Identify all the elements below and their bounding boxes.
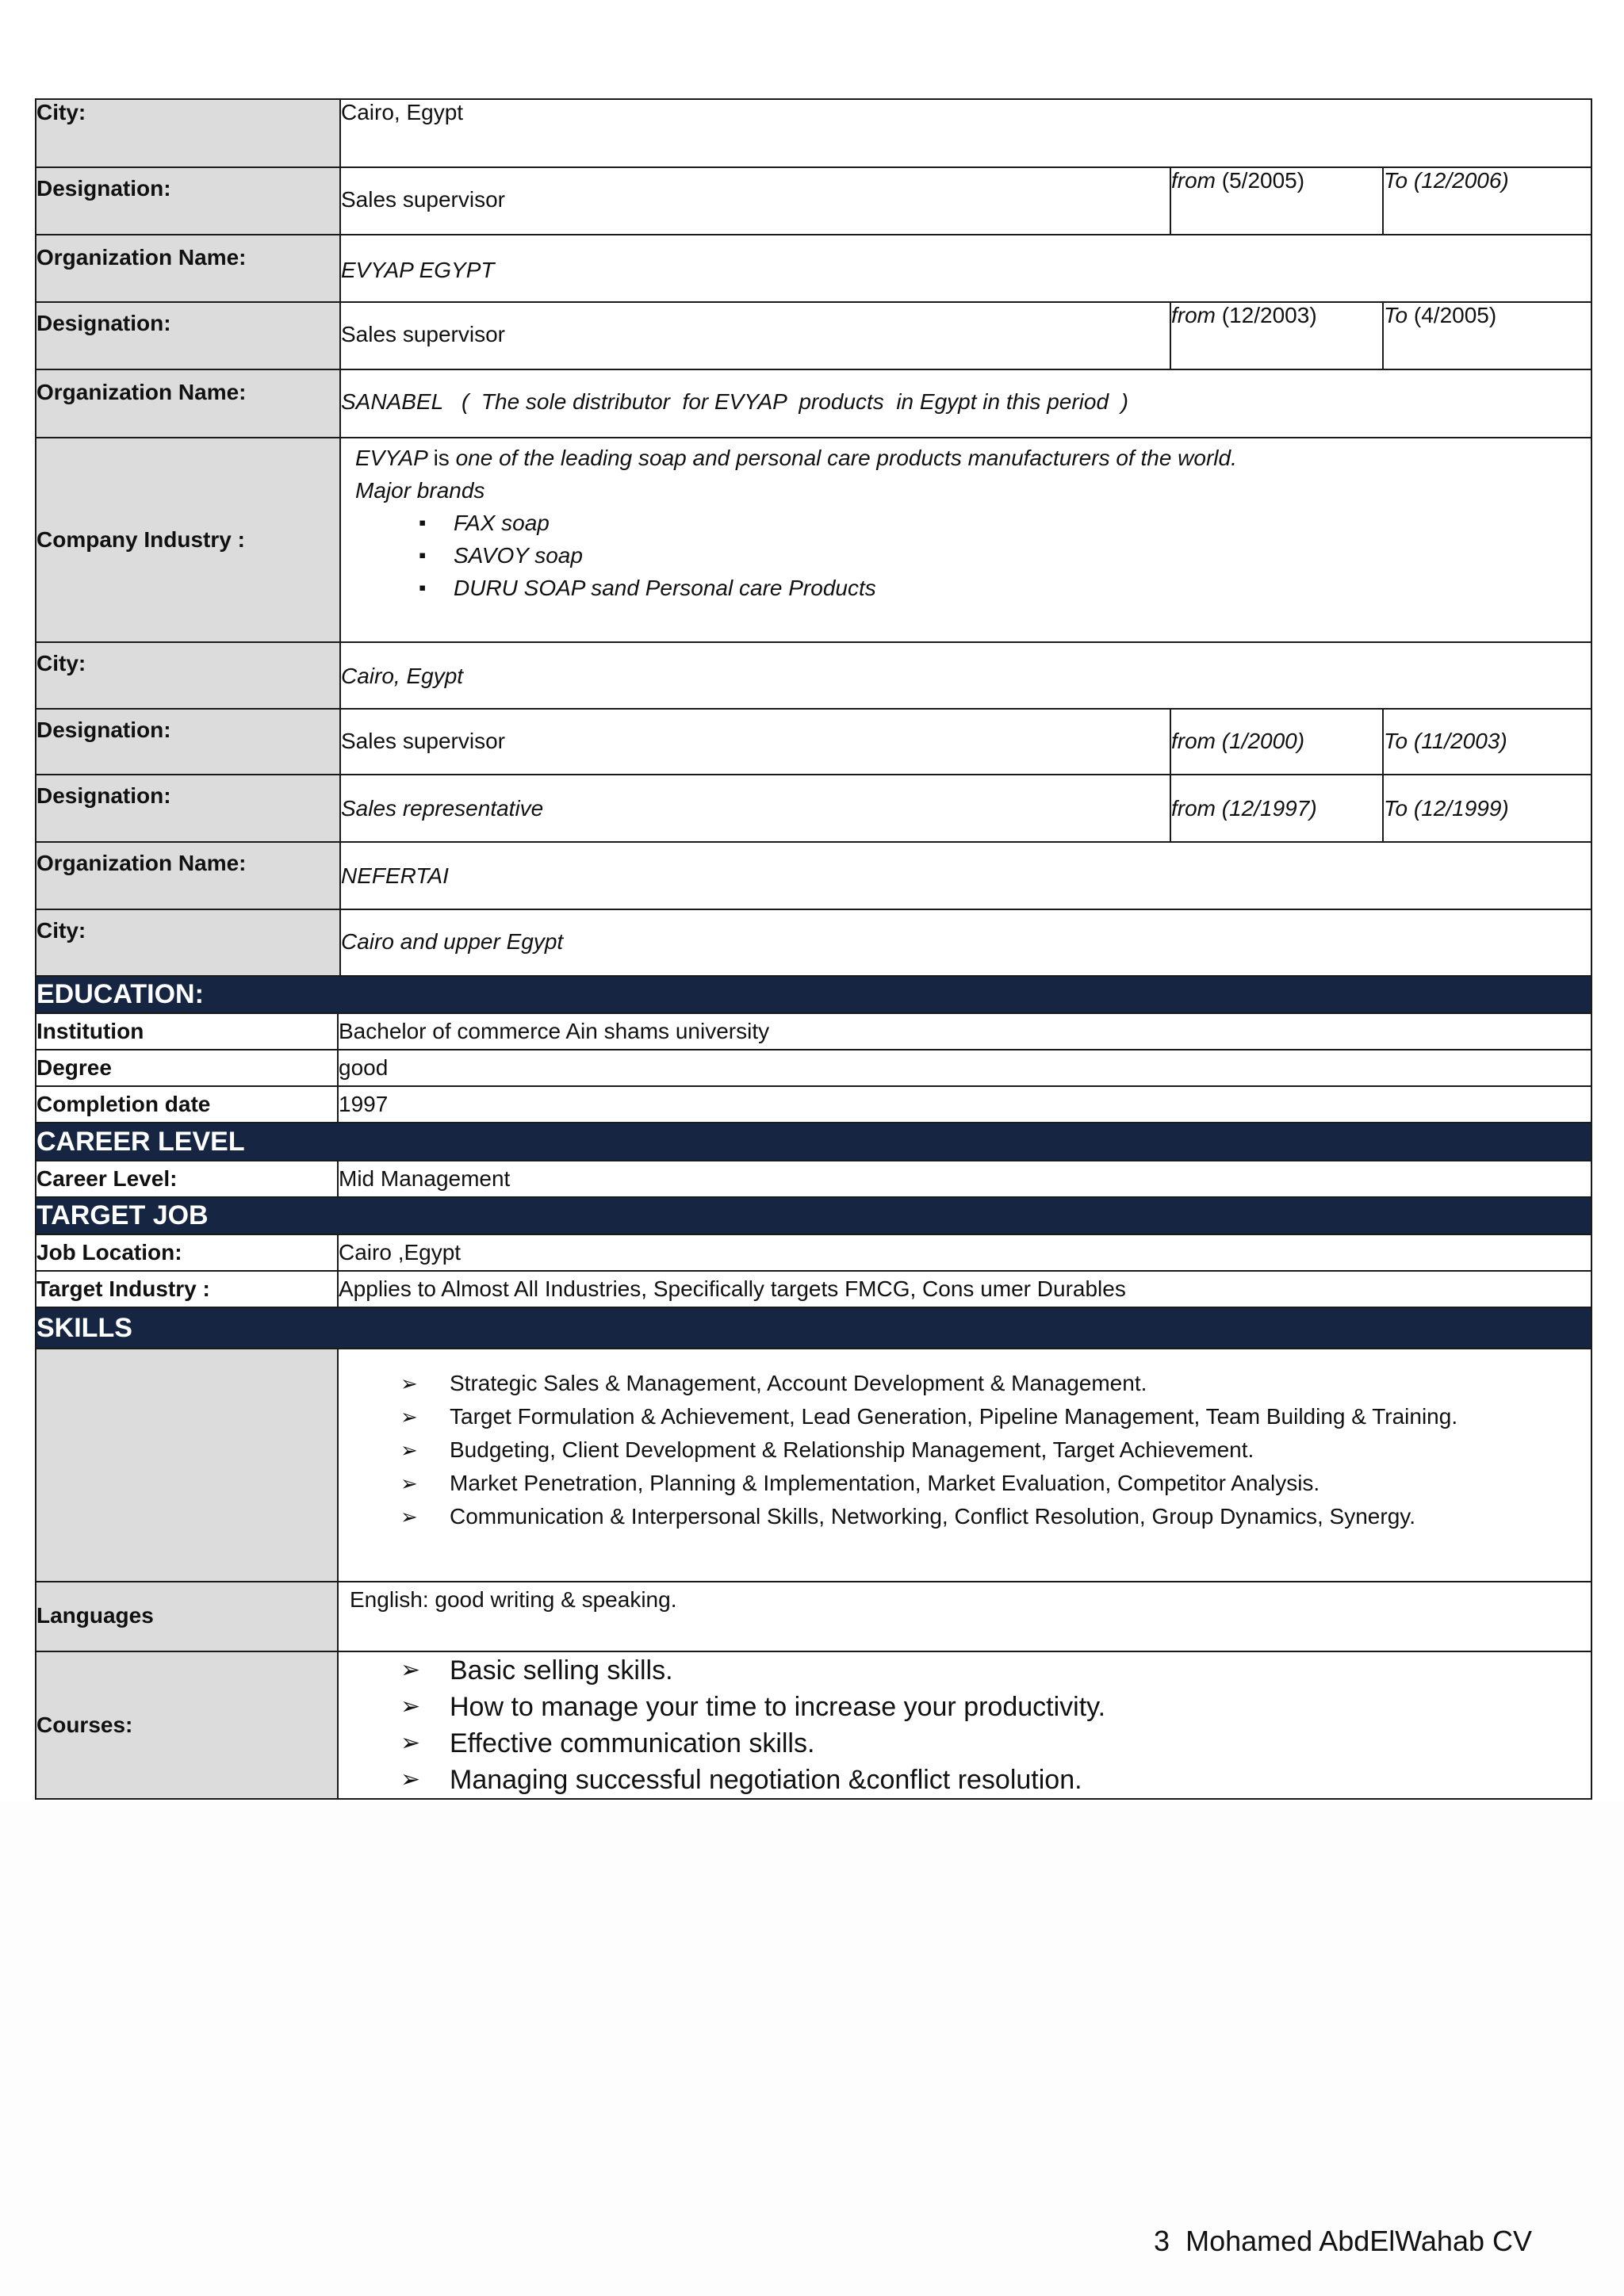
designation-label: Designation: [36,709,340,775]
city-value: Cairo and upper Egypt [340,909,1591,976]
target-industry-value: Applies to Almost All Industries, Specifically targets FMCG, Cons umer Durables [338,1271,1591,1307]
cv-sheet [35,98,1591,1800]
company-industry-label: Company Industry : [36,438,340,642]
company-industry-value [340,438,1591,642]
city-value: Cairo, Egypt [340,642,1591,709]
from-value: (5/2005) [1221,168,1305,193]
description-text: one of the leading soap and personal care products manufacturers of the world. [455,446,1237,470]
organization-label: Organization Name: [36,235,340,302]
city-value: Cairo, Egypt [340,99,1591,167]
courses-list [339,1652,1591,1798]
degree-label: Degree [36,1050,338,1086]
institution-value: Bachelor of commerce Ain shams university [338,1013,1591,1050]
table-row [36,909,1591,976]
from-date [1170,302,1383,369]
brand-name: EVYAP [355,446,427,470]
to-prefix: To [1384,303,1408,327]
table-row [36,1307,1591,1349]
designation-label: Designation: [36,167,340,235]
from-prefix: from [1171,168,1216,193]
major-brands-title: Major brands [355,478,485,503]
table-row [36,1086,1591,1123]
designation-value: Sales representative [340,775,1170,842]
job-location-label: Job Location: [36,1234,338,1271]
skills-list [339,1367,1543,1533]
list-item: ▪ FAX soap [355,507,1576,539]
skills-cell [338,1349,1591,1582]
institution-label: Institution [36,1013,338,1050]
to-date [1383,167,1591,235]
to-date: To (12/1999) [1383,775,1591,842]
designation-label: Designation: [36,302,340,369]
career-level-value: Mid Management [338,1161,1591,1197]
is-word: is [433,446,450,470]
from-date: from (1/2000) [1170,709,1383,775]
table-row [36,1271,1591,1307]
table-row [36,1123,1591,1161]
list-item: ➢ Budgeting, Client Development & Relationship Management, Target Achievement. [339,1433,1543,1467]
table-row [36,1234,1591,1271]
list-item: ➢ Basic selling skills. [339,1652,1591,1689]
designation-value: Sales supervisor [340,709,1170,775]
table-row [36,438,1591,642]
completion-date-label: Completion date [36,1086,338,1123]
to-date [1383,302,1591,369]
page-bottom-area [0,1801,1624,2296]
list-item: ▪ DURU SOAP sand Personal care Products [355,572,1576,604]
list-item: ➢ How to manage your time to increase your productivity. [339,1689,1591,1725]
page-footer [1154,2225,1532,2258]
career-level-label: Career Level: [36,1161,338,1197]
footer-title: Mohamed AbdElWahab CV [1185,2225,1532,2257]
table-row [36,302,1591,369]
organization-value: NEFERTAI [340,842,1591,909]
table-row [36,369,1591,438]
table-row [36,976,1591,1013]
table-row [36,1197,1591,1234]
table-row [36,1651,1591,1799]
target-industry-label: Target Industry : [36,1271,338,1307]
from-value: (12/2003) [1221,303,1317,327]
table-row [36,1161,1591,1197]
city-label: City: [36,642,340,709]
from-date [1170,167,1383,235]
page-number: 3 [1154,2225,1170,2257]
organization-label: Organization Name: [36,369,340,438]
job-location-value: Cairo ,Egypt [338,1234,1591,1271]
career-level-heading: CAREER LEVEL [36,1123,1591,1161]
skills-heading: SKILLS [36,1307,1591,1349]
to-value: (12/2006) [1413,168,1509,193]
list-item: ➢ Target Formulation & Achievement, Lead Generation, Pipeline Management, Team Building & Training. [339,1400,1543,1433]
languages-label: Languages [36,1582,338,1651]
designation-value: Sales supervisor [340,167,1170,235]
city-label: City: [36,909,340,976]
profile-table [35,975,1592,1800]
courses-cell [338,1651,1591,1799]
from-prefix: from [1171,303,1216,327]
languages-value: English: good writing & speaking. [338,1582,1591,1651]
to-value: (4/2005) [1413,303,1497,327]
list-item: ➢ Communication & Interpersonal Skills, Networking, Conflict Resolution, Group Dynamics, Synergy. [339,1500,1543,1533]
brands-list [355,507,1576,604]
list-item: ➢ Strategic Sales & Management, Account Development & Management. [339,1367,1543,1400]
organization-value: EVYAP EGYPT [340,235,1591,302]
experience-table [35,98,1592,977]
organization-value: SANABEL ( The sole distributor for EVYAP products in Egypt in this period ) [340,369,1591,438]
skills-label-cell [36,1349,338,1582]
designation-label: Designation: [36,775,340,842]
table-row [36,1582,1591,1651]
table-row [36,1349,1591,1582]
courses-label: Courses: [36,1651,338,1799]
from-date: from (12/1997) [1170,775,1383,842]
table-row [36,167,1591,235]
table-row [36,709,1591,775]
to-prefix: To [1384,168,1408,193]
table-row [36,842,1591,909]
to-date: To (11/2003) [1383,709,1591,775]
list-item: ▪ SAVOY soap [355,539,1576,572]
table-row [36,1013,1591,1050]
table-row [36,235,1591,302]
list-item: ➢ Effective communication skills. [339,1725,1591,1762]
education-heading: EDUCATION: [36,976,1591,1013]
degree-value: good [338,1050,1591,1086]
table-row [36,775,1591,842]
list-item: ➢ Market Penetration, Planning & Implementation, Market Evaluation, Competitor Analysis. [339,1467,1543,1500]
table-row [36,642,1591,709]
designation-value: Sales supervisor [340,302,1170,369]
city-label: City: [36,99,340,167]
table-row [36,1050,1591,1086]
industry-description [355,442,1576,474]
table-row [36,99,1591,167]
organization-label: Organization Name: [36,842,340,909]
list-item: ➢ Managing successful negotiation &conflict resolution. [339,1762,1591,1798]
completion-date-value: 1997 [338,1086,1591,1123]
target-job-heading: TARGET JOB [36,1197,1591,1234]
